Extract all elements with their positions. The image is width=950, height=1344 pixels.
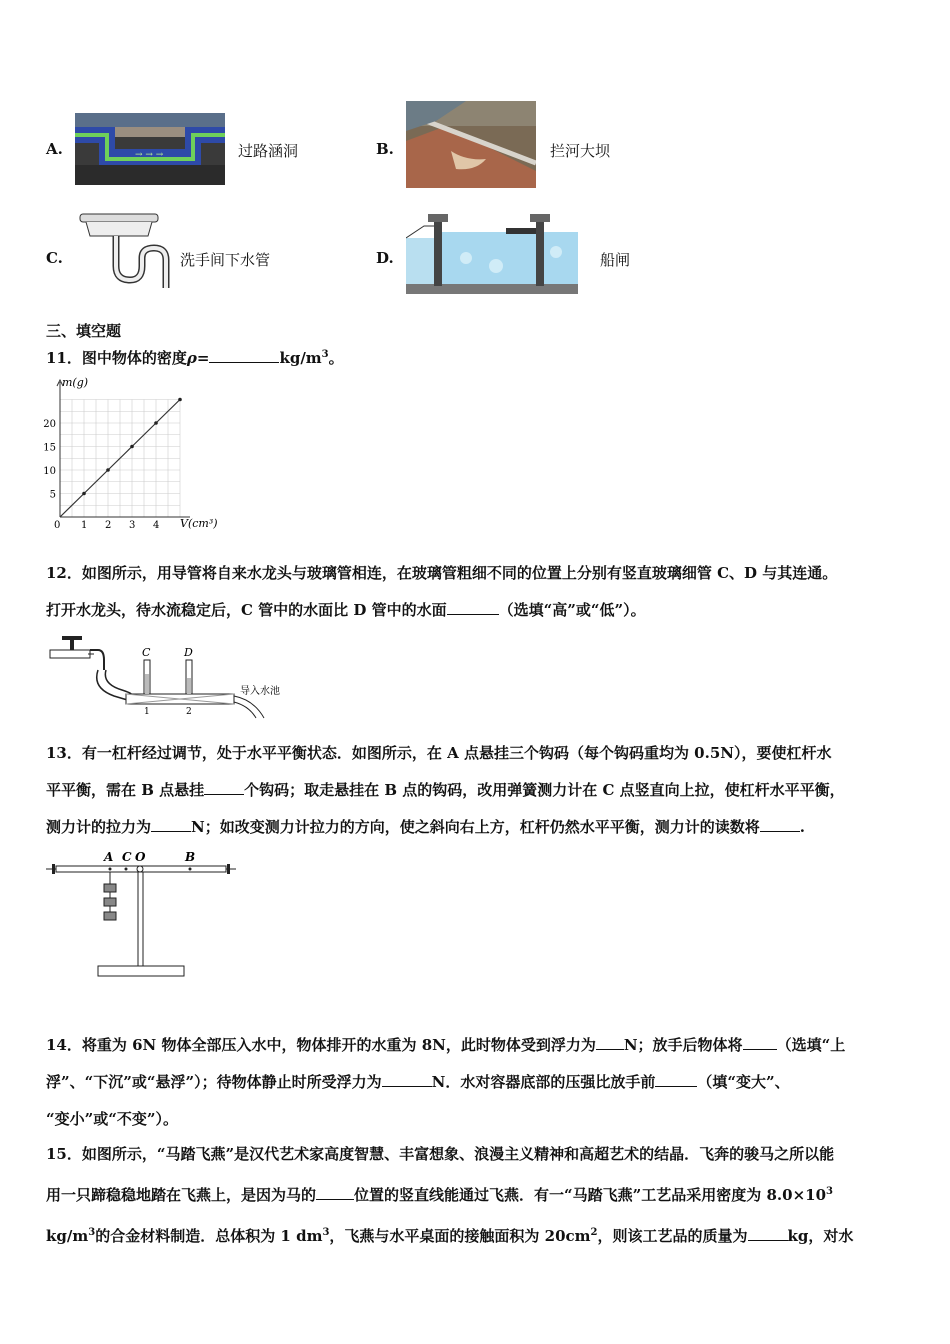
point-b-label: B xyxy=(185,850,196,864)
q11-rho: ρ xyxy=(186,349,197,367)
q12-blank[interactable] xyxy=(447,600,499,615)
tube-1-label: 1 xyxy=(144,707,150,717)
q13-line3a: 测力计的拉力为 xyxy=(46,818,152,836)
option-d-text: 船闸 xyxy=(600,251,631,269)
q15-line2b: 位置的竖直线能通过飞燕．有一“马踏飞燕”工艺品采用密度为 8.0×10 xyxy=(354,1186,827,1204)
q11-blank[interactable] xyxy=(209,348,279,363)
option-d-letter: D. xyxy=(376,249,394,267)
y-tick-label: 10 xyxy=(43,466,56,477)
q14-blank-3[interactable] xyxy=(382,1072,432,1087)
q13-line2b: 个钩码；取走悬挂在 B 点的钩码，改用弹簧测力计在 C 点竖直向上拉，使杠杆水平平衡， xyxy=(244,781,845,799)
question-11 xyxy=(46,336,344,377)
data-point xyxy=(106,468,110,472)
q13-blank-3[interactable] xyxy=(760,817,800,832)
y-tick-label: 20 xyxy=(43,419,56,430)
q14-line1a: 14．将重为 6N 物体全部压入水中，物体排开的水重为 8N，此时物体受到浮力为 xyxy=(46,1036,596,1054)
q14-blank-1[interactable] xyxy=(596,1035,624,1050)
q15-line3e: kg，对水 xyxy=(787,1227,854,1245)
q14-line3: “变小”或“不变”）。 xyxy=(46,1110,179,1128)
q15-line3c: ，飞燕与水平桌面的接触面积为 20cm xyxy=(329,1227,591,1245)
tube-c-label: C xyxy=(142,646,151,659)
tube-d-label: D xyxy=(184,646,193,659)
q15-blank-2[interactable] xyxy=(748,1226,788,1241)
ship-lock-image xyxy=(406,208,578,294)
svg-text:→ → →: → → → xyxy=(135,150,164,160)
y-tick-label: 15 xyxy=(43,442,56,454)
q11-eq: = xyxy=(196,349,210,367)
x-tick-label: 2 xyxy=(105,520,112,531)
q13-line3b: N；如改变测力计拉力的方向，使之斜向右上方，杠杆仍然水平平衡，测力计的读数将 xyxy=(191,818,760,836)
option-c-letter: C. xyxy=(46,249,63,267)
option-b-letter: B. xyxy=(376,140,394,158)
q14-blank-2[interactable] xyxy=(743,1035,777,1050)
q12-line2a: 打开水龙头，待水流稳定后，C 管中的水面比 D 管中的水面 xyxy=(46,601,447,619)
point-o-label: O xyxy=(135,850,146,864)
pool-label: 导入水池 xyxy=(240,686,280,697)
point-a-label: A xyxy=(104,850,114,864)
q15-line3b: 的合金材料制造．总体积为 1 dm xyxy=(95,1227,323,1245)
q15-blank-1[interactable] xyxy=(316,1185,354,1200)
lever-diagram xyxy=(44,848,240,982)
q11-unit: kg/m xyxy=(279,349,322,367)
x-tick-label: 0 xyxy=(54,520,61,531)
q15-line2a: 用一只蹄稳稳地踏在飞燕上，是因为马的 xyxy=(46,1186,317,1204)
data-point xyxy=(130,445,134,449)
q15-line3d: ，则该工艺品的质量为 xyxy=(597,1227,748,1245)
culvert-image xyxy=(75,113,225,185)
question-15 xyxy=(46,1136,916,1255)
x-tick-label: 4 xyxy=(153,520,160,531)
q14-line2a: 浮”、“下沉”或“悬浮”）；待物体静止时所受浮力为 xyxy=(46,1073,382,1091)
q15-line3-sup2: 3 xyxy=(322,1227,330,1238)
q14-line1b: N；放手后物体将 xyxy=(623,1036,743,1054)
q11-unit-sup: 3 xyxy=(321,349,329,360)
option-a-letter: A. xyxy=(46,140,63,158)
tube-2-label: 2 xyxy=(186,707,192,717)
q15-line1: 15．如图所示，“马踏飞燕”是汉代艺术家高度智慧、丰富想象、浪漫主义精神和高超艺术的结晶．飞奔的骏马之所以能 xyxy=(46,1145,835,1163)
q13-line3c: . xyxy=(799,818,805,836)
x-tick-label: 3 xyxy=(129,520,136,531)
q15-line3-sup1: 3 xyxy=(88,1227,96,1238)
option-c-text: 洗手间下水管 xyxy=(180,251,271,269)
q12-line2b: （选填“高”或“低”）。 xyxy=(498,601,646,619)
q15-line2-sup: 3 xyxy=(826,1186,834,1197)
data-point xyxy=(82,492,86,496)
data-point xyxy=(154,421,158,425)
option-b-text: 拦河大坝 xyxy=(550,142,611,160)
q12-line1: 12．如图所示，用导管将自来水龙头与玻璃管相连，在玻璃管粗细不同的位置上分别有竖直玻璃细管 C、D 与其连通。 xyxy=(46,564,838,582)
question-14 xyxy=(46,1027,916,1138)
option-a-text: 过路涵洞 xyxy=(238,142,299,160)
data-point xyxy=(178,398,182,402)
y-axis-label: m(g) xyxy=(62,376,89,389)
q13-line2a: 平平衡，需在 B 点悬挂 xyxy=(46,781,205,799)
q15-line3-sup3: 2 xyxy=(590,1227,598,1238)
y-tick-label: 5 xyxy=(49,489,56,501)
sink-drain-image xyxy=(78,210,178,290)
mass-volume-chart xyxy=(40,372,240,534)
q11-end: 。 xyxy=(328,349,344,367)
q14-line2c: （填“变大”、 xyxy=(697,1073,790,1091)
point-c-label: C xyxy=(122,850,132,864)
x-axis-label: V(cm³) xyxy=(180,517,218,530)
question-12 xyxy=(46,555,916,629)
x-tick-label: 1 xyxy=(81,520,88,531)
q13-blank-1[interactable] xyxy=(204,780,244,795)
faucet-tube-diagram xyxy=(44,634,294,720)
q13-line1: 13．有一杠杆经过调节，处于水平平衡状态．如图所示，在 A 点悬挂三个钩码（每个钩码重均为 0.5N），要使杠杆水 xyxy=(46,744,832,762)
q11-text: 11．图中物体的密度 xyxy=(46,349,187,367)
question-13 xyxy=(46,735,916,846)
q15-line3a: kg/m xyxy=(46,1227,89,1245)
dam-photo xyxy=(406,101,536,188)
q14-line2b: N．水对容器底部的压强比放手前 xyxy=(431,1073,656,1091)
q14-line1c: （选填“上 xyxy=(776,1036,846,1054)
q14-blank-4[interactable] xyxy=(655,1072,697,1087)
q13-blank-2[interactable] xyxy=(151,817,191,832)
section-heading: 三、填空题 xyxy=(46,322,122,340)
